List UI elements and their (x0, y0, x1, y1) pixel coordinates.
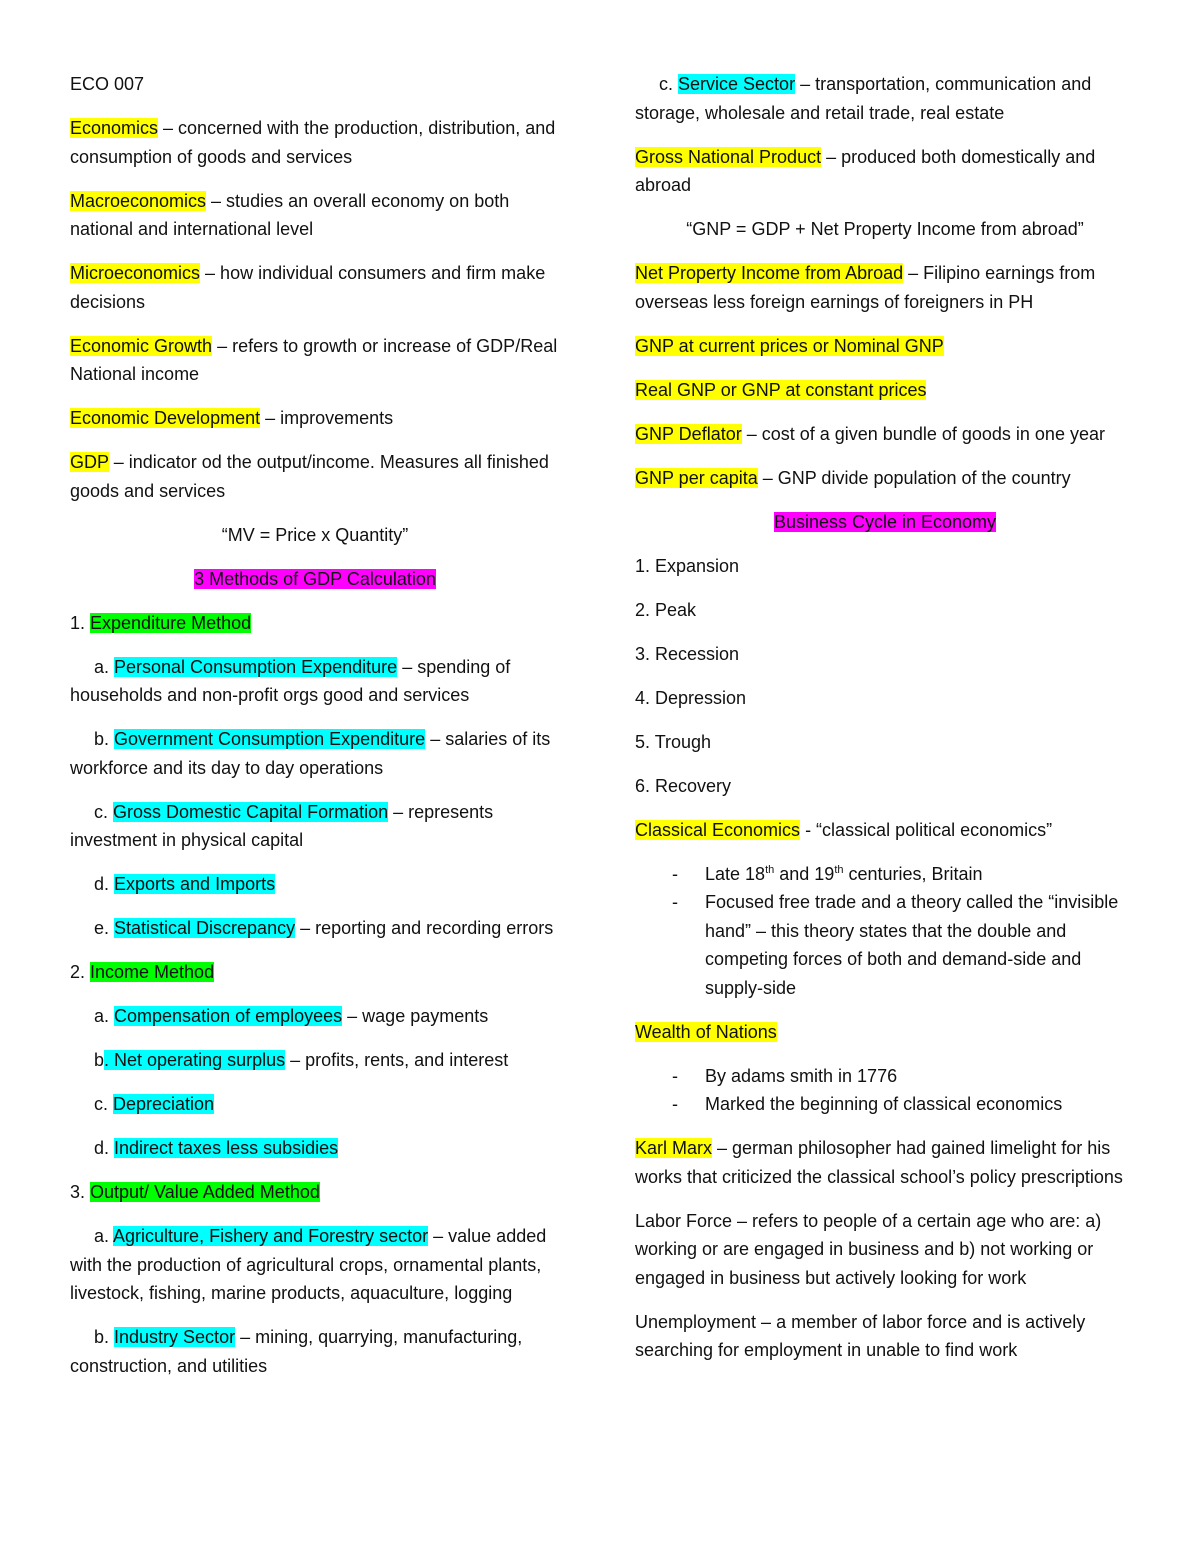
def-economic-development (70, 404, 560, 433)
methods-heading (70, 565, 560, 594)
def-gnp-per-capita-text: – GNP divide population of the country (757, 467, 1071, 488)
item-def: – represents investment in physical capital (70, 801, 494, 850)
item-term: Government Consumption Expenditure (114, 729, 426, 749)
item-prefix: b (94, 1050, 105, 1070)
list-item: - Marked the beginning of classical economics (635, 1090, 1135, 1119)
method-number: 3. (70, 1182, 91, 1202)
method-income-title: Income Method (90, 962, 215, 982)
cycle-item: 5. Trough (635, 731, 712, 752)
cycle-item: 4. Depression (635, 687, 747, 708)
item-def: – reporting and recording errors (295, 918, 554, 938)
term-gnp: Gross National Product (635, 146, 822, 167)
cycle-heading (635, 508, 1135, 537)
def-gnp-deflator (635, 420, 1135, 449)
def-gdp (70, 448, 560, 505)
item-term: Personal Consumption Expenditure (114, 656, 398, 677)
expenditure-item-b (70, 725, 560, 782)
def-gdp-text: – indicator od the output/income. Measures all finished goods and services (70, 452, 549, 501)
def-npi (635, 259, 1135, 316)
cycle-item: 3. Recession (635, 643, 740, 664)
income-item-c (70, 1090, 560, 1119)
item-term: Industry Sector (114, 1327, 236, 1347)
classical-bullets (635, 860, 1135, 1003)
def-karl-marx (635, 1134, 1135, 1191)
method-output (70, 1178, 560, 1207)
def-gnp-deflator-text: – cost of a given bundle of goods in one year (741, 423, 1105, 444)
right-column (635, 70, 1135, 1380)
expenditure-item-e (70, 914, 560, 943)
item-term: . Net operating surplus (104, 1050, 286, 1070)
def-macroeconomics-text: – studies an overall economy on both national and international level (70, 190, 510, 239)
method-number: 2. (70, 962, 91, 982)
item-term: Statistical Discrepancy (114, 918, 296, 938)
term-real-gnp: Real GNP or GNP at constant prices (635, 379, 927, 400)
method-number: 1. (70, 612, 91, 633)
term-gnp-per-capita: GNP per capita (635, 467, 758, 488)
output-item-a (70, 1222, 560, 1308)
list-item: - By adams smith in 1776 (635, 1062, 1135, 1091)
item-prefix: a. (94, 1006, 115, 1026)
superscript: th (834, 863, 844, 876)
def-gnp-text: – produced both domestically and abroad (635, 146, 1096, 195)
left-column (70, 70, 560, 1396)
item-def: – salaries of its workforce and its day to day operations (70, 729, 551, 778)
income-item-a (70, 1002, 560, 1031)
cycle-item: 2. Peak (635, 599, 697, 620)
term-gdp: GDP (70, 452, 109, 472)
item-prefix: c. (94, 801, 114, 822)
cycle-item: 1. Expansion (635, 555, 740, 576)
list-item (635, 860, 1135, 889)
def-microeconomics-text: – how individual consumers and firm make decisions (70, 263, 546, 312)
cycle-item: 6. Recovery (635, 775, 732, 796)
term-economics: Economics (70, 118, 159, 138)
expenditure-item-d (70, 870, 560, 899)
item-term: Depreciation (113, 1094, 215, 1114)
item-prefix: c. (659, 74, 679, 94)
bullet-text: centuries, Britain (843, 863, 983, 884)
method-output-title: Output/ Value Added Method (90, 1182, 320, 1202)
wealth-of-nations-line (635, 1018, 1135, 1047)
item-prefix: c. (94, 1094, 114, 1114)
item-prefix: a. (94, 656, 115, 677)
item-term: Agriculture, Fishery and Forestry sector (113, 1226, 429, 1246)
cycle-heading-text: Business Cycle in Economy (773, 511, 997, 532)
term-wealth-of-nations: Wealth of Nations (635, 1021, 777, 1042)
term-karl-marx: Karl Marx (635, 1138, 713, 1158)
wealth-bullets (635, 1062, 1135, 1119)
item-prefix: d. (94, 1138, 115, 1158)
item-def: – wage payments (342, 1006, 489, 1026)
def-classical-economics-text: - “classical political economics” (800, 819, 1053, 840)
bullet-text: Late 18 (705, 863, 766, 884)
term-gnp-deflator: GNP Deflator (635, 423, 742, 444)
item-term: Gross Domestic Capital Formation (113, 801, 389, 822)
item-term: Indirect taxes less subsidies (114, 1138, 339, 1158)
formula-gnp: “GNP = GDP + Net Property Income from abroad” (686, 219, 1084, 239)
def-economics-text: – concerned with the production, distribution, and consumption of goods and services (70, 118, 556, 167)
item-def: – transportation, communication and storage, wholesale and retail trade, real estate (635, 74, 1092, 123)
output-item-b (70, 1323, 560, 1380)
term-nominal-gnp: GNP at current prices or Nominal GNP (635, 335, 944, 356)
bullet-text: and 19 (774, 863, 835, 884)
def-macroeconomics (70, 187, 560, 244)
def-classical-economics (635, 816, 1135, 845)
list-item: - Focused free trade and a theory called the “invisible hand” – this theory states that the double and competing forces of both and demand-side and supply-side (635, 888, 1135, 1002)
def-economic-development-text: – improvements (260, 408, 394, 428)
output-item-c (635, 70, 1135, 127)
term-macroeconomics: Macroeconomics (70, 190, 207, 211)
expenditure-item-c (70, 798, 560, 855)
term-classical-economics: Classical Economics (635, 819, 801, 840)
def-karl-marx-text: – german philosopher had gained limelight for his works that criticized the classical school’s policy prescriptions (635, 1138, 1123, 1187)
item-term: Exports and Imports (114, 874, 276, 894)
item-prefix: b. (94, 729, 115, 749)
method-expenditure (70, 609, 560, 638)
item-def: – value added with the production of agricultural crops, ornamental plants, livestock, fishing, marine products, aquaculture, logging (70, 1226, 547, 1303)
def-microeconomics (70, 259, 560, 316)
item-prefix: b. (94, 1327, 115, 1347)
methods-heading-text: 3 Methods of GDP Calculation (194, 568, 436, 589)
item-def: – spending of households and non-profit orgs good and services (70, 656, 511, 705)
def-economics (70, 114, 560, 171)
def-npi-text: – Filipino earnings from overseas less foreign earnings of foreigners in PH (635, 263, 1096, 312)
document-title: ECO 007 (70, 74, 145, 94)
def-labor-force: Labor Force – refers to people of a certain age who are: a) working or are engaged in business and b) not working or engaged in business but actively looking for work (635, 1210, 1102, 1288)
item-prefix: d. (94, 874, 115, 894)
term-real-gnp-line (635, 376, 1135, 405)
income-item-d (70, 1134, 560, 1163)
item-def: – mining, quarrying, manufacturing, construction, and utilities (70, 1327, 523, 1376)
income-item-b (70, 1046, 560, 1075)
item-prefix: e. (94, 918, 115, 938)
item-def: – profits, rents, and interest (285, 1050, 509, 1070)
method-expenditure-title: Expenditure Method (90, 612, 252, 633)
term-economic-development: Economic Development (70, 408, 261, 428)
def-gnp (635, 143, 1135, 200)
def-economic-growth (70, 332, 560, 389)
item-term: Service Sector (678, 74, 796, 94)
def-economic-growth-text: – refers to growth or increase of GDP/Real National income (70, 335, 558, 384)
term-nominal-gnp-line (635, 332, 1135, 361)
expenditure-item-a (70, 653, 560, 710)
item-prefix: a. (94, 1226, 114, 1246)
superscript: th (765, 863, 775, 876)
method-income (70, 958, 560, 987)
formula-mv: “MV = Price x Quantity” (221, 524, 409, 545)
term-microeconomics: Microeconomics (70, 263, 201, 283)
item-term: Compensation of employees (114, 1006, 343, 1026)
term-economic-growth: Economic Growth (70, 335, 213, 356)
term-npi: Net Property Income from Abroad (635, 263, 904, 283)
def-unemployment: Unemployment – a member of labor force and is actively searching for employment in unable to find work (635, 1311, 1086, 1360)
def-gnp-per-capita (635, 464, 1135, 493)
